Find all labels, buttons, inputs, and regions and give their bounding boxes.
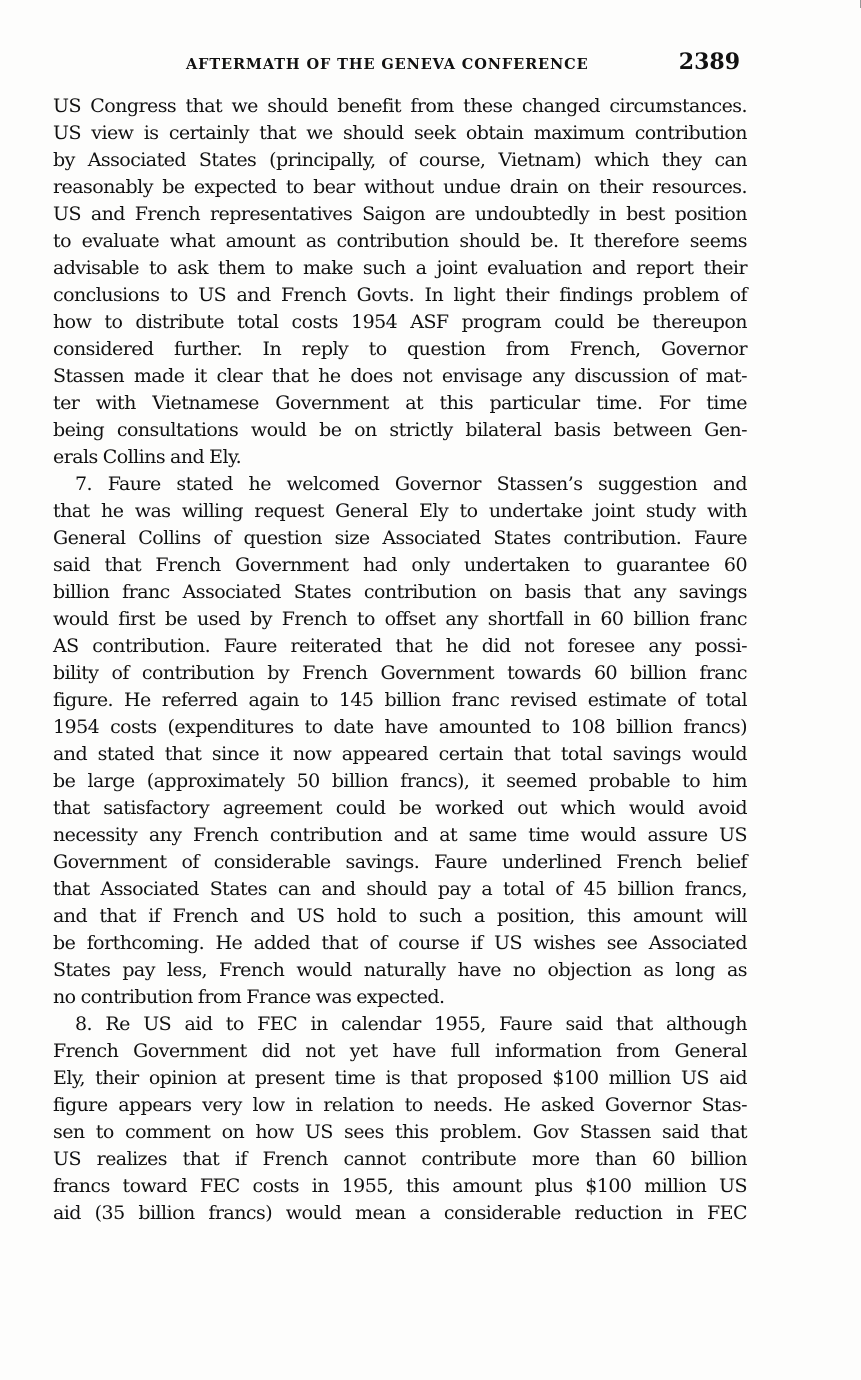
text-line: AS contribution. Faure reiterated that he did not foresee any possi-: [53, 635, 747, 657]
text-line: Ely, their opinion at present time is that proposed $100 million US aid: [53, 1067, 747, 1089]
text-line: Stassen made it clear that he does not envisage any discussion of mat-: [53, 365, 747, 387]
text-line: be large (approximately 50 billion francs), it seemed probable to him: [53, 770, 747, 792]
text-line: conclusions to US and French Govts. In light their findings problem of: [53, 284, 747, 306]
text-line: figure. He referred again to 145 billion franc revised estimate of total: [53, 689, 747, 711]
text-line: and stated that since it now appeared certain that total savings would: [53, 743, 747, 765]
text-line: said that French Government had only undertaken to guarantee 60: [53, 554, 747, 576]
text-line: erals Collins and Ely.: [53, 446, 242, 468]
text-line: and that if French and US hold to such a position, this amount will: [53, 905, 747, 927]
text-line: that he was willing request General Ely to undertake joint study with: [53, 500, 747, 522]
text-line: General Collins of question size Associated States contribution. Faure: [53, 527, 747, 549]
text-line: reasonably be expected to bear without undue drain on their resources.: [53, 176, 747, 198]
paragraph-7-start: 7. Faure stated he welcomed Governor Stassen’s suggestion and: [75, 473, 747, 495]
text-line: billion franc Associated States contribution on basis that any savings: [53, 581, 747, 603]
text-line: be forthcoming. He added that of course if US wishes see Associated: [53, 932, 747, 954]
text-line: aid (35 billion francs) would mean a considerable reduction in FEC: [53, 1202, 747, 1224]
text-line: no contribution from France was expected.: [53, 986, 445, 1008]
text-line: 1954 costs (expenditures to date have amounted to 108 billion francs): [53, 716, 747, 738]
text-line: bility of contribution by French Government towards 60 billion franc: [53, 662, 747, 684]
text-line: that satisfactory agreement could be worked out which would avoid: [53, 797, 747, 819]
text-line: advisable to ask them to make such a joint evaluation and report their: [53, 257, 747, 279]
paragraph-8-start: 8. Re US aid to FEC in calendar 1955, Faure said that although: [75, 1013, 747, 1035]
text-line: US view is certainly that we should seek obtain maximum contribution: [53, 122, 747, 144]
text-line: that Associated States can and should pay a total of 45 billion francs,: [53, 878, 747, 900]
text-line: US and French representatives Saigon are undoubtedly in best position: [53, 203, 747, 225]
text-line: States pay less, French would naturally have no objection as long as: [53, 959, 747, 981]
text-line: ter with Vietnamese Government at this particular time. For time: [53, 392, 747, 414]
text-line: US Congress that we should benefit from these changed circumstances.: [53, 95, 747, 117]
text-line: how to distribute total costs 1954 ASF program could be thereupon: [53, 311, 747, 333]
text-line: considered further. In reply to question from French, Governor: [53, 338, 747, 360]
text-line: to evaluate what amount as contribution should be. It therefore seems: [53, 230, 747, 252]
text-line: Government of considerable savings. Faure underlined French belief: [53, 851, 747, 873]
text-line: francs toward FEC costs in 1955, this amount plus $100 million US: [53, 1175, 747, 1197]
text-line: would first be used by French to offset any shortfall in 60 billion franc: [53, 608, 747, 630]
running-header: [52, 48, 746, 78]
text-line: necessity any French contribution and at same time would assure US: [53, 824, 747, 846]
body-text: [53, 93, 747, 1227]
text-line: being consultations would be on strictly bilateral basis between Gen-: [53, 419, 747, 441]
text-line: figure appears very low in relation to needs. He asked Governor Stas-: [53, 1094, 747, 1116]
running-title: AFTERMATH OF THE GENEVA CONFERENCE: [186, 56, 589, 73]
text-line: sen to comment on how US sees this problem. Gov Stassen said that: [53, 1121, 747, 1143]
text-line: US realizes that if French cannot contribute more than 60 billion: [53, 1148, 747, 1170]
text-line: French Government did not yet have full information from General: [53, 1040, 747, 1062]
page-number: 2389: [678, 49, 740, 75]
text-line: by Associated States (principally, of course, Vietnam) which they can: [53, 149, 747, 171]
